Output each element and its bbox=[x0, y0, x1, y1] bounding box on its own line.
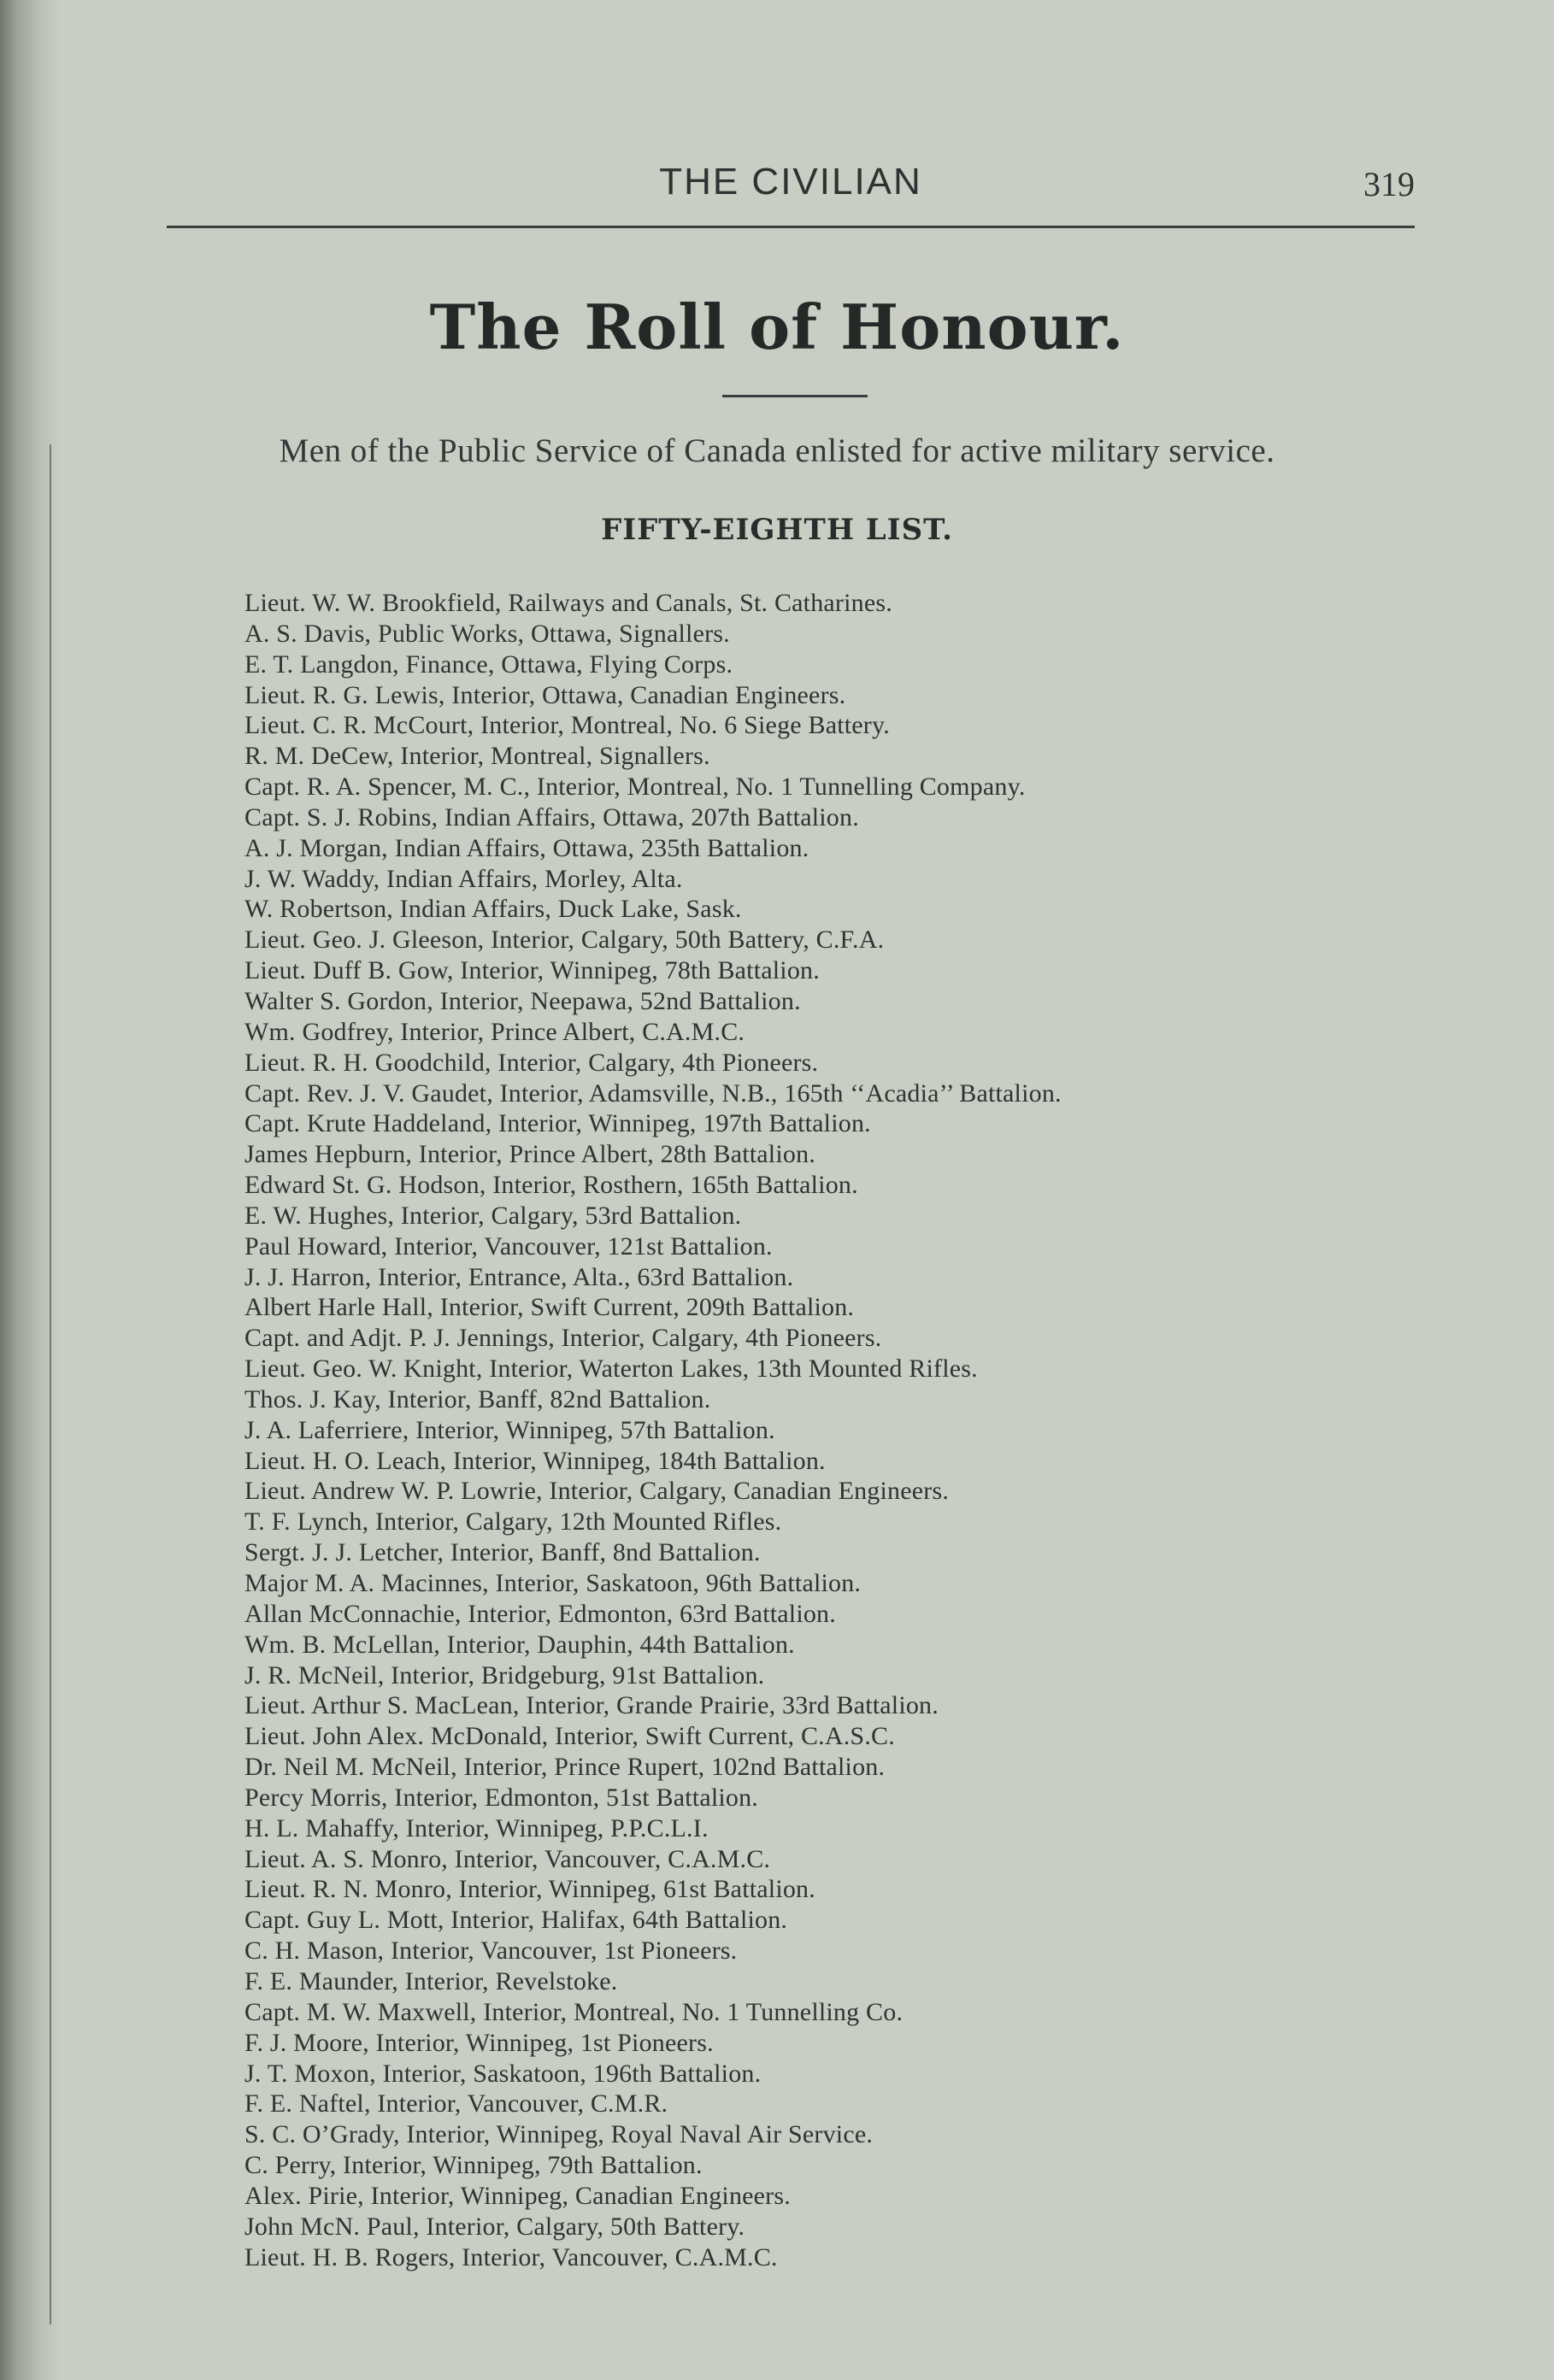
page-header bbox=[167, 161, 1415, 220]
honour-roll-entry: Capt. S. J. Robins, Indian Affairs, Ottawa, 207th Battalion. bbox=[244, 802, 859, 832]
honour-roll-list bbox=[244, 588, 1475, 2272]
honour-roll-entry: Alex. Pirie, Interior, Winnipeg, Canadian Engineers. bbox=[244, 2181, 791, 2210]
honour-roll-entry: Wm. B. McLellan, Interior, Dauphin, 44th Battalion. bbox=[244, 1630, 795, 1659]
honour-roll-entry: Wm. Godfrey, Interior, Prince Albert, C.A.M.C. bbox=[244, 1017, 745, 1046]
honour-roll-entry: Capt. Guy L. Mott, Interior, Halifax, 64th Battalion. bbox=[244, 1906, 788, 1935]
honour-roll-entry: Allan McConnachie, Interior, Edmonton, 63rd Battalion. bbox=[244, 1599, 836, 1628]
honour-roll-entry: J. R. McNeil, Interior, Bridgeburg, 91st Battalion. bbox=[244, 1660, 765, 1690]
honour-roll-entry: Lieut. A. S. Monro, Interior, Vancouver, C.A.M.C. bbox=[244, 1844, 771, 1873]
honour-roll-entry: Thos. J. Kay, Interior, Banff, 82nd Battalion. bbox=[244, 1384, 711, 1413]
honour-roll-entry: Sergt. J. J. Letcher, Interior, Banff, 8nd Battalion. bbox=[244, 1538, 761, 1567]
honour-roll-entry: Edward St. G. Hodson, Interior, Rosthern, 165th Battalion. bbox=[244, 1171, 858, 1200]
honour-roll-entry: F. E. Maunder, Interior, Revelstoke. bbox=[244, 1966, 618, 1995]
binding-edge-line bbox=[50, 444, 51, 2324]
honour-roll-entry: W. Robertson, Indian Affairs, Duck Lake, Sask. bbox=[244, 895, 742, 924]
honour-roll-entry: Capt. R. A. Spencer, M. C., Interior, Montreal, No. 1 Tunnelling Company. bbox=[244, 773, 1026, 802]
honour-roll-entry: Capt. and Adjt. P. J. Jennings, Interior, Calgary, 4th Pioneers. bbox=[244, 1324, 882, 1353]
honour-roll-entry: Lieut. H. O. Leach, Interior, Winnipeg, 184th Battalion. bbox=[244, 1446, 826, 1475]
honour-roll-entry: H. L. Mahaffy, Interior, Winnipeg, P.P.C.L.I. bbox=[244, 1813, 709, 1842]
honour-roll-entry: J. J. Harron, Interior, Entrance, Alta., 63rd Battalion. bbox=[244, 1262, 794, 1291]
honour-roll-entry: Lieut. John Alex. McDonald, Interior, Swift Current, C.A.S.C. bbox=[244, 1722, 895, 1751]
honour-roll-entry: Lieut. C. R. McCourt, Interior, Montreal, No. 6 Siege Battery. bbox=[244, 711, 890, 740]
honour-roll-entry: T. F. Lynch, Interior, Calgary, 12th Mounted Rifles. bbox=[244, 1507, 782, 1537]
honour-roll-entry: Lieut. H. B. Rogers, Interior, Vancouver, C.A.M.C. bbox=[244, 2242, 778, 2271]
honour-roll-entry: Lieut. Andrew W. P. Lowrie, Interior, Calgary, Canadian Engineers. bbox=[244, 1477, 950, 1506]
honour-roll-entry: E. W. Hughes, Interior, Calgary, 53rd Battalion. bbox=[244, 1201, 742, 1230]
honour-roll-entry: James Hepburn, Interior, Prince Albert, 28th Battalion. bbox=[244, 1140, 815, 1169]
article-subtitle: Men of the Public Service of Canada enlisted for active military service. bbox=[279, 432, 1275, 469]
honour-roll-entry: Lieut. R. H. Goodchild, Interior, Calgary, 4th Pioneers. bbox=[244, 1048, 819, 1077]
honour-roll-entry: Lieut. W. W. Brookfield, Railways and Canals, St. Catharines. bbox=[244, 589, 892, 617]
honour-roll-entry: A. S. Davis, Public Works, Ottawa, Signallers. bbox=[244, 619, 730, 648]
honour-roll-entry: Percy Morris, Interior, Edmonton, 51st Battalion. bbox=[244, 1783, 759, 1812]
honour-roll-entry: Capt. Krute Haddeland, Interior, Winnipeg, 197th Battalion. bbox=[244, 1109, 871, 1138]
honour-roll-entry: Lieut. Duff B. Gow, Interior, Winnipeg, 78th Battalion. bbox=[244, 956, 820, 985]
page-number: 319 bbox=[1363, 165, 1415, 203]
running-title: THE CIVILIAN bbox=[659, 161, 922, 203]
list-heading: FIFTY-EIGHTH LIST. bbox=[601, 513, 953, 547]
honour-roll-entry: J. A. Laferriere, Interior, Winnipeg, 57th Battalion. bbox=[244, 1415, 775, 1444]
honour-roll-entry: Lieut. Arthur S. MacLean, Interior, Grande Prairie, 33rd Battalion. bbox=[244, 1691, 939, 1720]
article-title: The Roll of Honour. bbox=[429, 291, 1125, 363]
honour-roll-entry: E. T. Langdon, Finance, Ottawa, Flying Corps. bbox=[244, 649, 733, 679]
honour-roll-entry: John McN. Paul, Interior, Calgary, 50th Battery. bbox=[244, 2212, 745, 2241]
honour-roll-entry: Lieut. R. G. Lewis, Interior, Ottawa, Canadian Engineers. bbox=[244, 680, 846, 709]
honour-roll-entry: Lieut. Geo. J. Gleeson, Interior, Calgary, 50th Battery, C.F.A. bbox=[244, 926, 885, 955]
header-rule bbox=[167, 226, 1415, 228]
honour-roll-entry: Dr. Neil M. McNeil, Interior, Prince Rupert, 102nd Battalion. bbox=[244, 1753, 886, 1782]
honour-roll-entry: Lieut. Geo. W. Knight, Interior, Waterton Lakes, 13th Mounted Rifles. bbox=[244, 1355, 978, 1384]
honour-roll-entry: S. C. O’Grady, Interior, Winnipeg, Royal Naval Air Service. bbox=[244, 2120, 874, 2149]
honour-roll-entry: R. M. DeCew, Interior, Montreal, Signallers. bbox=[244, 742, 710, 771]
honour-roll-entry: Walter S. Gordon, Interior, Neepawa, 52nd Battalion. bbox=[244, 986, 801, 1015]
honour-roll-entry: J. W. Waddy, Indian Affairs, Morley, Alta. bbox=[244, 864, 683, 893]
honour-roll-entry: Albert Harle Hall, Interior, Swift Current, 209th Battalion. bbox=[244, 1293, 855, 1322]
honour-roll-entry: C. H. Mason, Interior, Vancouver, 1st Pioneers. bbox=[244, 1936, 738, 1966]
honour-roll-entry: Paul Howard, Interior, Vancouver, 121st Battalion. bbox=[244, 1231, 773, 1261]
honour-roll-entry: C. Perry, Interior, Winnipeg, 79th Battalion. bbox=[244, 2151, 703, 2180]
title-rule bbox=[722, 395, 868, 397]
honour-roll-entry: F. E. Naftel, Interior, Vancouver, C.M.R. bbox=[244, 2089, 668, 2118]
honour-roll-entry: Capt. Rev. J. V. Gaudet, Interior, Adamsville, N.B., 165th ‘‘Acadia’’ Battalion. bbox=[244, 1078, 1062, 1108]
honour-roll-entry: Lieut. R. N. Monro, Interior, Winnipeg, 61st Battalion. bbox=[244, 1875, 815, 1904]
honour-roll-entry: Major M. A. Macinnes, Interior, Saskatoon, 96th Battalion. bbox=[244, 1569, 862, 1597]
honour-roll-entry: F. J. Moore, Interior, Winnipeg, 1st Pioneers. bbox=[244, 2028, 714, 2057]
honour-roll-entry: Capt. M. W. Maxwell, Interior, Montreal, No. 1 Tunnelling Co. bbox=[244, 1997, 904, 2026]
honour-roll-entry: J. T. Moxon, Interior, Saskatoon, 196th Battalion. bbox=[244, 2059, 762, 2088]
honour-roll-entry: A. J. Morgan, Indian Affairs, Ottawa, 235th Battalion. bbox=[244, 833, 809, 862]
